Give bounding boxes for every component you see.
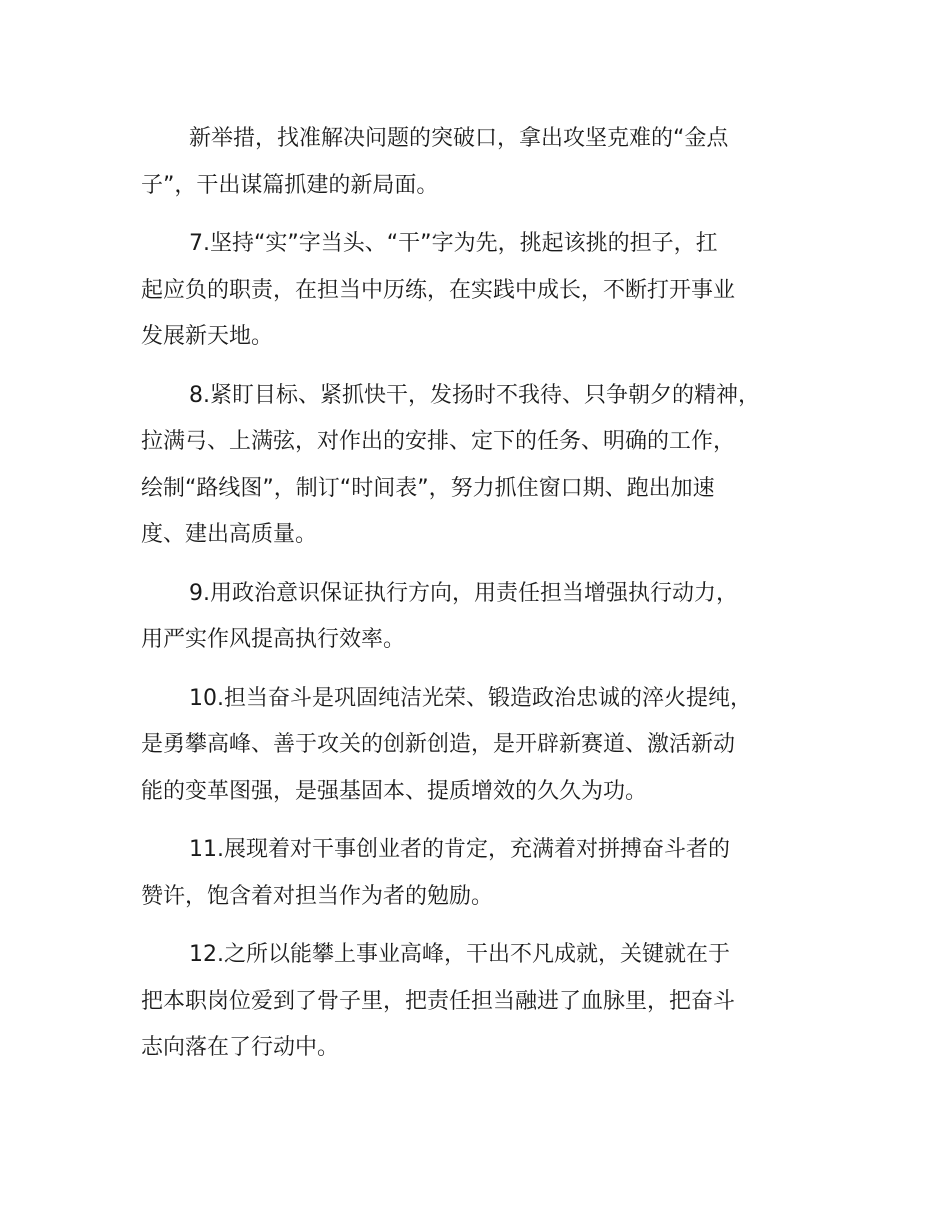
text-line: 志向落在了行动中。 — [141, 1035, 340, 1060]
paragraph-item-7 — [141, 221, 821, 361]
paragraph-item-11 — [141, 827, 821, 920]
text-line: 10.担当奋斗是巩固纯洁光荣、锻造政治忠诚的淬火提纯， — [189, 685, 752, 711]
text-line: 拉满弓、上满弦，对作出的安排、定下的任务、明确的工作， — [141, 429, 736, 454]
text-line: 新举措，找准解决问题的突破口，拿出攻坚克难的“金点 — [189, 126, 729, 151]
paragraph-item-8 — [141, 373, 821, 559]
text-line: 起应负的职责，在担当中历练，在实践中成长，不断打开事业 — [141, 277, 736, 303]
text-line: 8.紧盯目标、紧抓快干，发扬时不我待、只争朝夕的精神， — [189, 382, 760, 408]
text-line: 7.坚持“实”字当头、“干”字为先，挑起该挑的担子，扛 — [189, 231, 718, 256]
text-line: 度、建出高质量。 — [141, 522, 318, 547]
text-line: 把本职岗位爱到了骨子里，把责任担当融进了血脉里，把奋斗 — [141, 988, 736, 1014]
text-line: 绘制“路线图”，制订“时间表”，努力抓住窗口期、跑出加速 — [141, 475, 715, 501]
text-line: 发展新天地。 — [141, 324, 274, 349]
paragraph-item-10 — [141, 676, 821, 816]
text-line: 能的变革图强，是强基固本、提质增效的久久为功。 — [141, 778, 648, 804]
paragraph-item-12 — [141, 932, 821, 1072]
text-line: 是勇攀高峰、善于攻关的创新创造，是开辟新赛道、激活新动 — [141, 732, 736, 757]
paragraph-item-9 — [141, 571, 821, 664]
text-line: 11.展现着对干事创业者的肯定，充满着对拼搏奋斗者的 — [189, 837, 730, 862]
paragraph-continuation — [141, 116, 821, 209]
text-line: 子”，干出谋篇抓建的新局面。 — [141, 172, 439, 198]
document-body — [141, 116, 821, 1084]
text-line: 12.之所以能攀上事业高峰，干出不凡成就，关键就在于 — [189, 942, 730, 967]
text-line: 赞许，饱含着对担当作为者的勉励。 — [141, 883, 494, 909]
text-line: 9.用政治意识保证执行方向，用责任担当增强执行动力， — [189, 580, 738, 606]
text-line: 用严实作风提高执行效率。 — [141, 627, 406, 652]
